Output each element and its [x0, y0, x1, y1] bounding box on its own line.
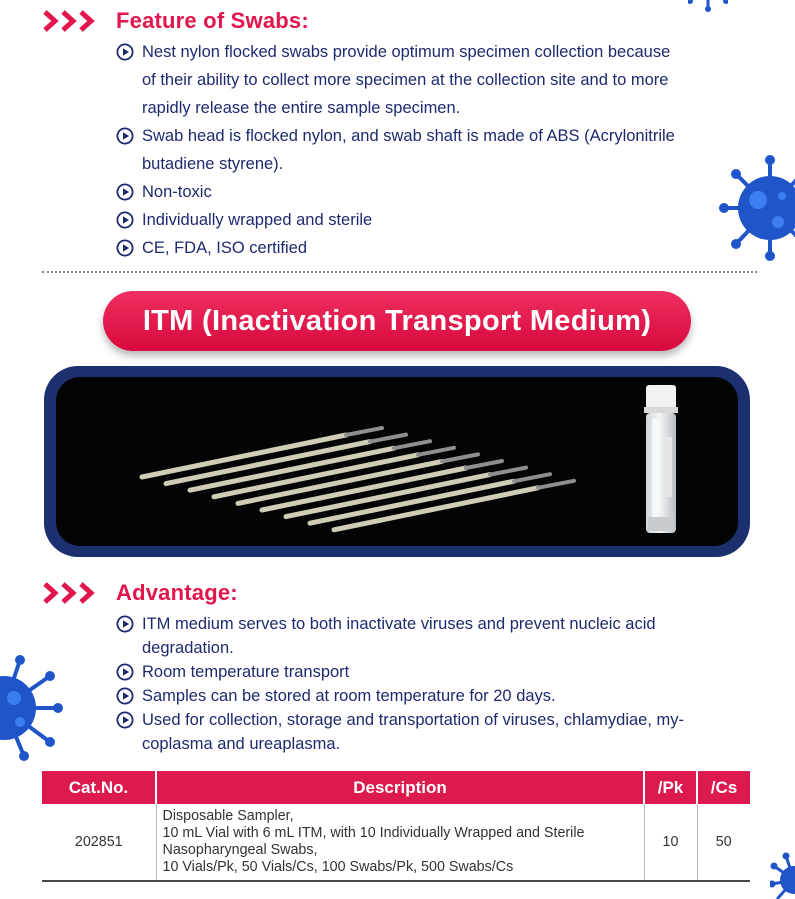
play-circle-icon: [116, 183, 134, 201]
play-circle-icon: [116, 711, 134, 729]
play-circle-icon: [116, 211, 134, 229]
header-description: Description: [156, 771, 644, 804]
list-item: Nest nylon flocked swabs provide optimum specimen collection because of their ability to collect more specimen at the collection site and to more rapidly release the entire sample specimen.: [116, 38, 756, 122]
features-title: Feature of Swabs:: [116, 8, 309, 33]
header-pk: /Pk: [644, 771, 697, 804]
play-circle-icon: [116, 127, 134, 145]
play-circle-icon: [116, 663, 134, 681]
cell-description: Disposable Sampler, 10 mL Vial with 6 mL ITM, with 10 Individually Wrapped and Sterile Nasopharyngeal Swabs, 10 Vials/Pk, 50 Vials/Cs, 100 Swabs/Pk, 500 Swabs/Cs: [156, 804, 644, 881]
list-item: Swab head is flocked nylon, and swab shaft is made of ABS (Acrylonitrile butadiene styrene).: [116, 122, 756, 178]
list-item: Individually wrapped and sterile: [116, 206, 756, 234]
features-heading: [42, 8, 309, 34]
table-row: [42, 804, 750, 881]
cell-cat-no: 202851: [42, 804, 156, 881]
header-cs: /Cs: [697, 771, 750, 804]
list-item: Non-toxic: [116, 178, 756, 206]
cell-cs: 50: [697, 804, 750, 881]
virus-icon: [688, 0, 728, 12]
table-header-row: [42, 771, 750, 804]
play-circle-icon: [116, 239, 134, 257]
product-photo: [44, 366, 750, 557]
swabs-illustration: [142, 428, 574, 530]
list-item: CE, FDA, ISO certified: [116, 234, 756, 262]
list-item: Room temperature transport: [116, 660, 756, 684]
triple-chevron-icon: [42, 581, 102, 605]
swabs-and-vial-image: [56, 377, 738, 546]
play-circle-icon: [116, 615, 134, 633]
advantage-list: [116, 612, 756, 756]
virus-icon: [0, 652, 64, 764]
advantage-title: Advantage:: [116, 580, 238, 605]
cell-pk: 10: [644, 804, 697, 881]
advantage-heading: [42, 580, 238, 606]
product-table: [42, 771, 750, 882]
play-circle-icon: [116, 687, 134, 705]
list-item: Used for collection, storage and transportation of viruses, chlamydiae, my- coplasma and ureaplasma.: [116, 708, 756, 756]
triple-chevron-icon: [42, 9, 102, 33]
dotted-divider: [42, 271, 757, 273]
virus-icon: [770, 852, 795, 899]
list-item: Samples can be stored at room temperature for 20 days.: [116, 684, 756, 708]
itm-banner: [103, 291, 691, 351]
list-item: ITM medium serves to both inactivate viruses and prevent nucleic acid degradation.: [116, 612, 756, 660]
play-circle-icon: [116, 43, 134, 61]
itm-banner-title: ITM (Inactivation Transport Medium): [142, 304, 652, 337]
vial-illustration: [644, 385, 678, 533]
features-list: [116, 38, 756, 262]
header-cat-no: Cat.No.: [42, 771, 156, 804]
